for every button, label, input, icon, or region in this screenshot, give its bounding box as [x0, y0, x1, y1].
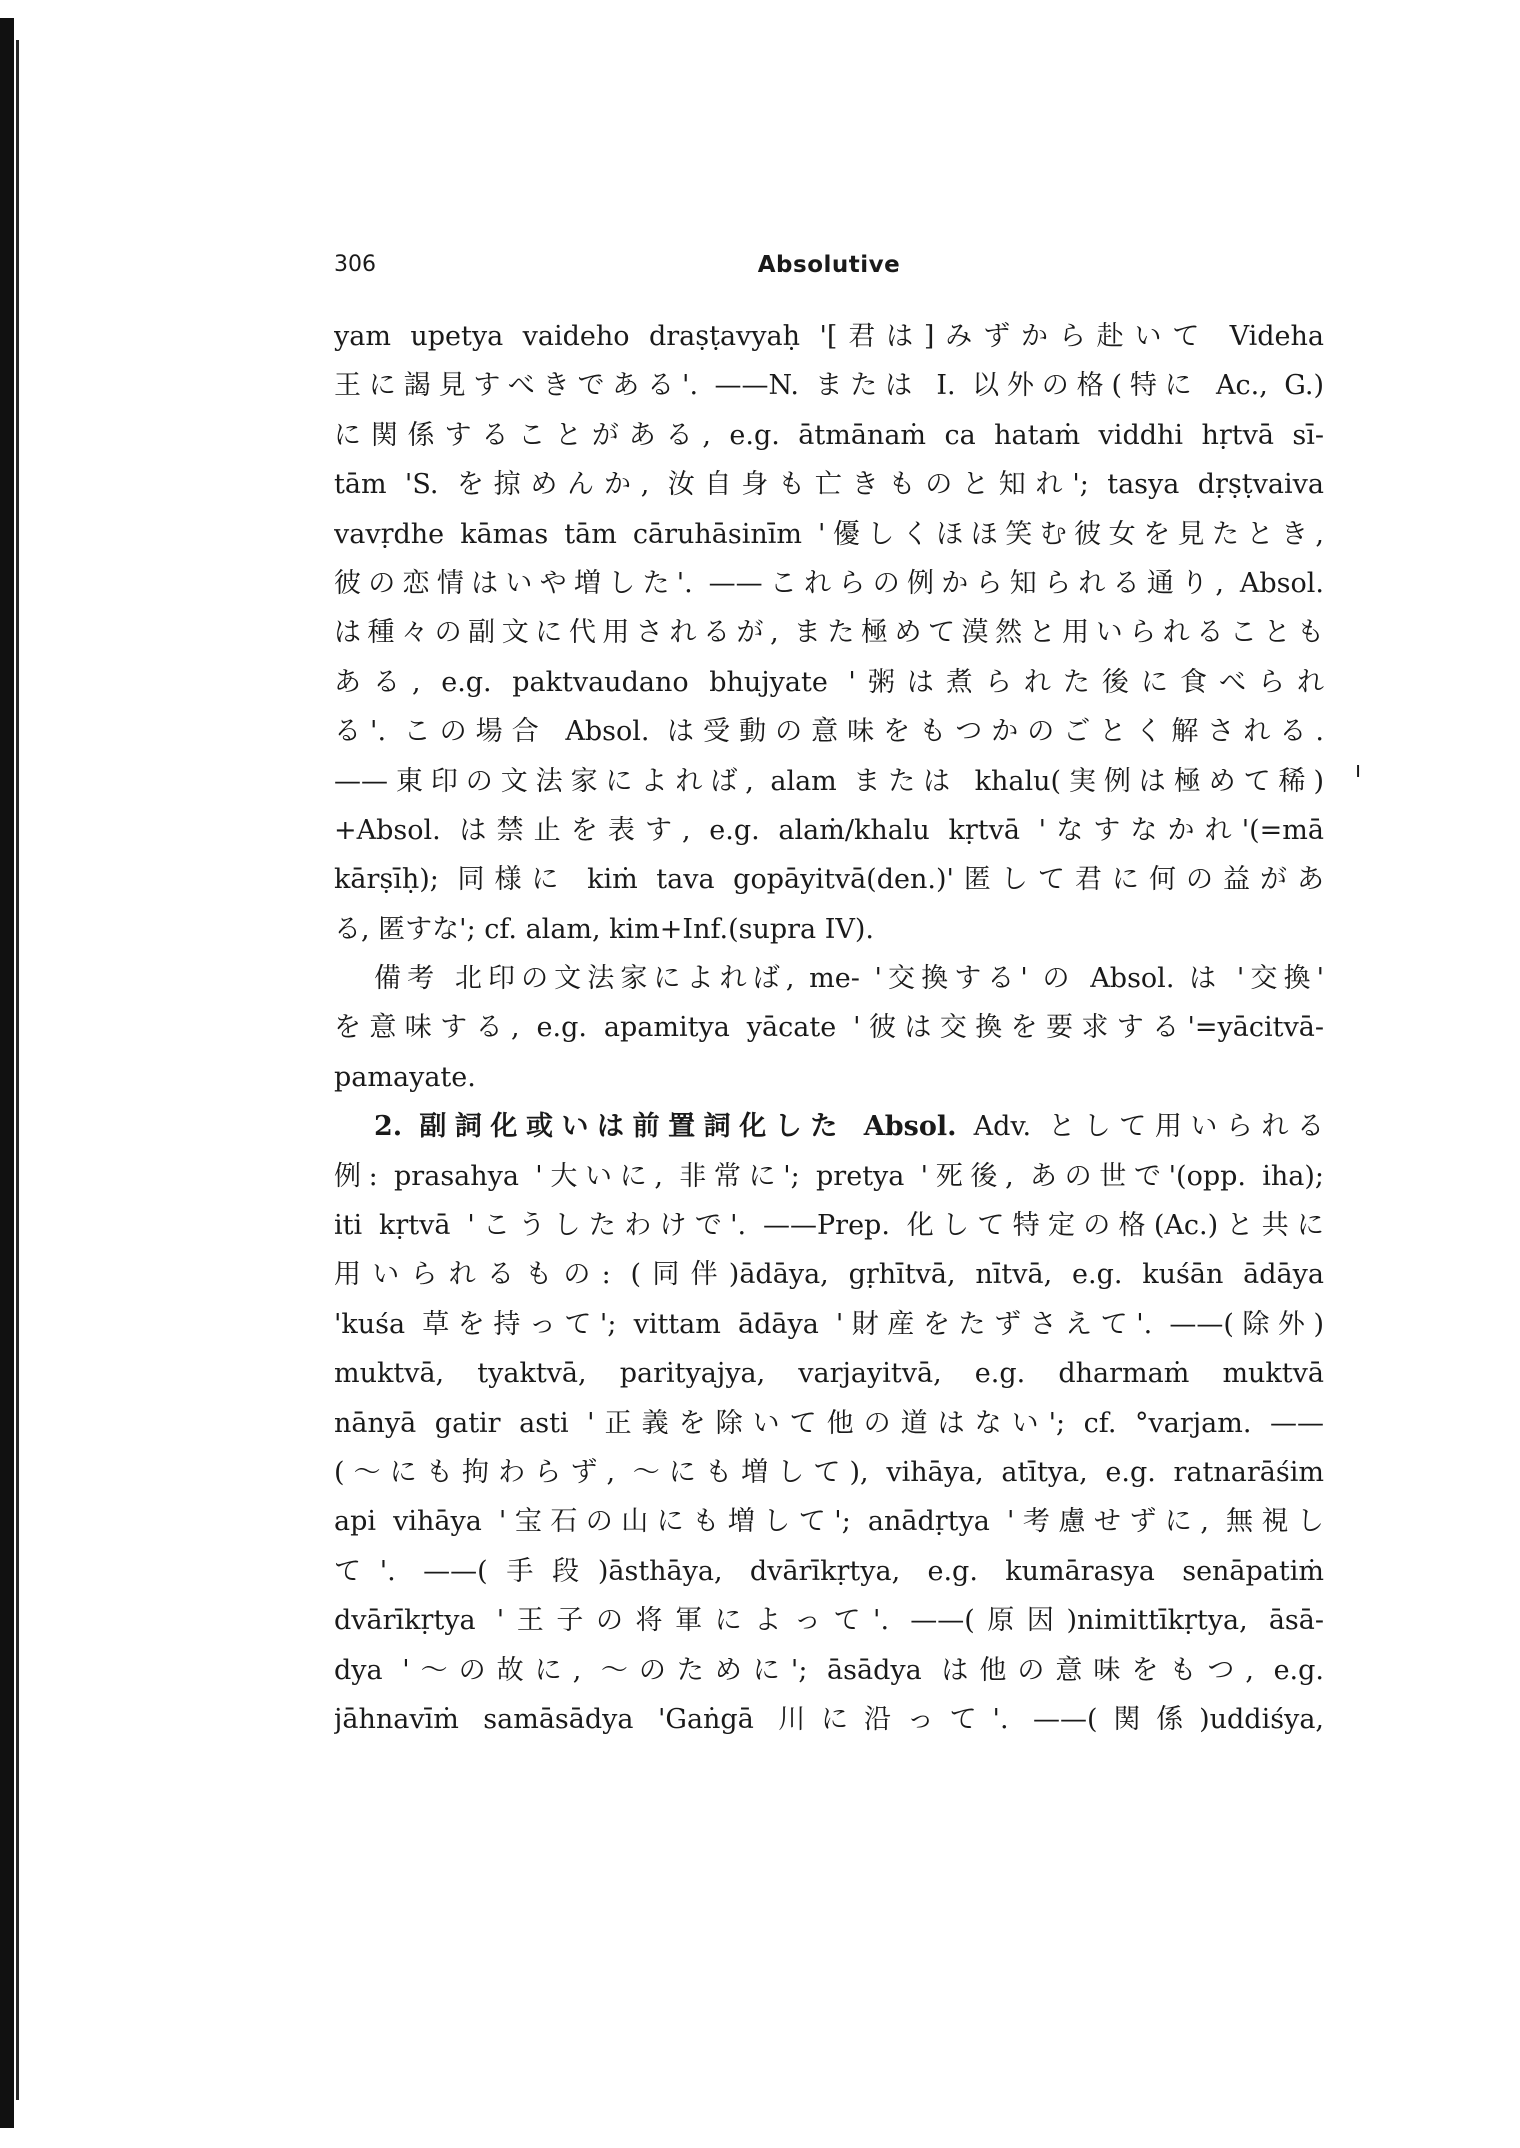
text-line: nānyā gatir asti '正義を除いて他の道はない'; cf. °varjam. —— — [334, 1407, 1324, 1439]
text-line: て'. ——(手段)āsthāya, dvārīkṛtya, e.g. kumārasya senāpatiṁ — [334, 1555, 1324, 1587]
text-line: 彼の恋情はいや増した'. ——これらの例から知られる通り, Absol. — [334, 567, 1324, 599]
page-number: 306 — [334, 252, 376, 277]
section-lead-text: Adv. として用いられる — [973, 1111, 1324, 1143]
text-line: (〜にも拘わらず, 〜にも増して), vihāya, atītya, e.g. ratnarāśim — [334, 1456, 1324, 1488]
section-heading-line — [334, 1102, 1324, 1151]
text-line: ある, e.g. paktvaudano bhujyate '粥は煮られた後に食べられ — [334, 666, 1324, 698]
scan-binding-edge — [0, 18, 14, 2128]
text-line: dya '〜の故に, 〜のために'; āsādya は他の意味をもつ, e.g. — [334, 1654, 1324, 1686]
text-line: vavṛdhe kāmas tām cāruhāsinīm '優しくほほ笑む彼女を見たとき, — [334, 518, 1324, 550]
text-line: iti kṛtvā 'こうしたわけで'. ——Prep. 化して特定の格(Ac.)と共に — [334, 1210, 1324, 1242]
section-number: 2. — [374, 1111, 403, 1143]
stray-mark: ı — [1355, 758, 1362, 783]
text-line: る'. この場合 Absol. は受動の意味をもつかのごとく解される. — [334, 716, 1324, 748]
text-line: pamayate. — [334, 1061, 476, 1093]
text-line: muktvā, tyaktvā, parityajya, varjayitvā, e.g. dharmaṁ muktvā — [334, 1358, 1324, 1390]
body-text — [334, 312, 1324, 1744]
text-line: yam upetya vaideho draṣṭavyaḥ '[君は]みずから赴いて Videha — [334, 321, 1324, 352]
page-header — [334, 252, 1324, 288]
remark-line: 備考 北印の文法家によれば, me- '交換する' の Absol. は '交換' — [374, 963, 1324, 995]
text-line: を意味する, e.g. apamitya yācate '彼は交換を要求する'=yācitvā- — [334, 1012, 1324, 1044]
running-title: Absolutive — [757, 252, 901, 278]
text-line: 用いられるもの: (同伴)ādāya, gṛhītvā, nītvā, e.g. kuśān ādāya — [334, 1259, 1324, 1291]
text-line: 例: prasahya '大いに, 非常に'; pretya '死後, あの世で'(opp. iha); — [334, 1160, 1324, 1192]
text-line: に関係することがある, e.g. ātmānaṁ ca hataṁ viddhi hṛtvā sī- — [334, 419, 1324, 451]
scan-binding-shadow — [16, 40, 19, 2100]
text-line: kārṣīḥ); 同様に kiṁ tava gopāyitvā(den.)'匿して君に何の益があ — [334, 864, 1324, 896]
text-line: 王に謁見すべきである'. ——N. または I. 以外の格(特に Ac., G.) — [334, 370, 1324, 402]
text-line: る, 匿すな'; cf. alam, kim+Inf.(supra IV). — [334, 913, 874, 945]
text-line: ——東印の文法家によれば, alam または khalu(実例は極めて稀) — [334, 765, 1324, 797]
text-line: 'kuśa 草を持って'; vittam ādāya '財産をたずさえて'. ——(除外) — [334, 1308, 1324, 1340]
section-title: 副詞化或いは前置詞化した Absol. — [419, 1111, 957, 1143]
text-line: dvārīkṛtya '王子の将軍によって'. ——(原因)nimittīkṛtya, āsā- — [334, 1605, 1324, 1637]
text-line: api vihāya '宝石の山にも増して'; anādṛtya '考慮せずに, 無視し — [334, 1506, 1324, 1538]
text-line: tām 'S. を掠めんか, 汝自身も亡きものと知れ'; tasya dṛṣṭvaiva — [334, 469, 1324, 501]
text-line: は種々の副文に代用されるが, また極めて漠然と用いられることも — [334, 617, 1324, 649]
text-line: jāhnavīṁ samāsādya 'Gaṅgā 川に沿って'. ——(関係)uddiśya, — [334, 1703, 1324, 1735]
text-line: +Absol. は禁止を表す, e.g. alaṁ/khalu kṛtvā 'なすなかれ'(=mā — [334, 814, 1324, 846]
